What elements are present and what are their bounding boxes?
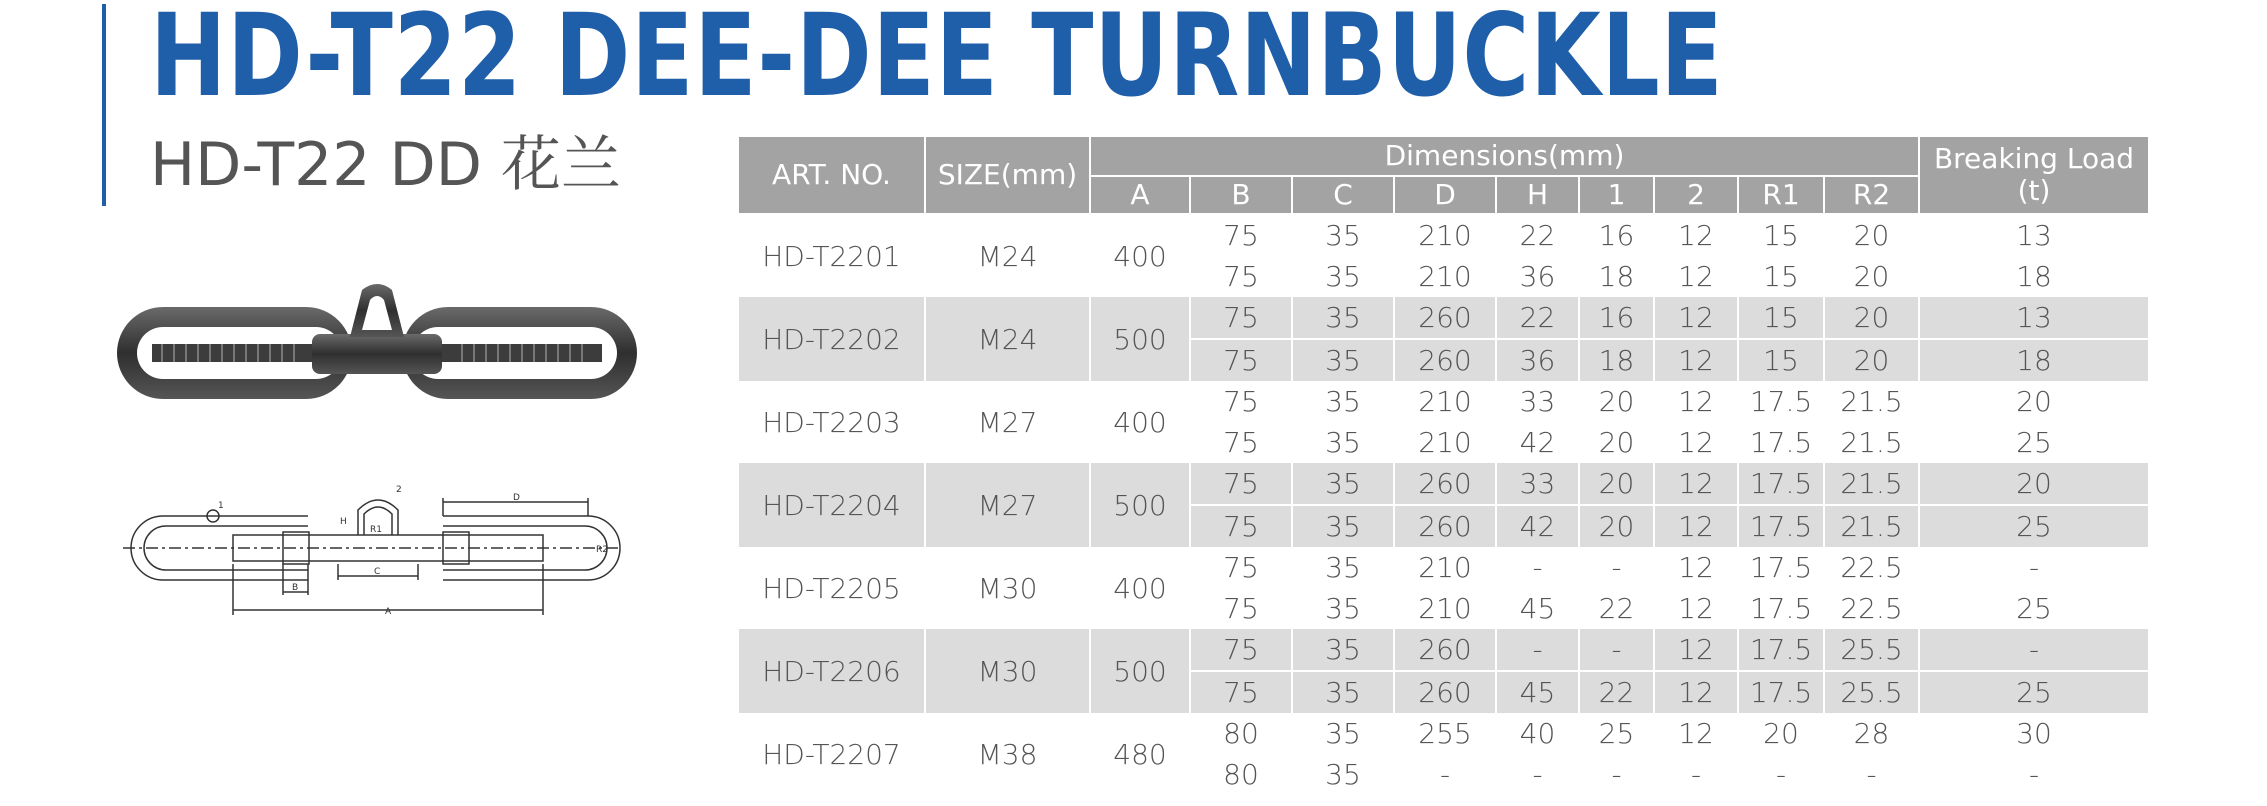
cell-dim-one: 22 — [1579, 671, 1654, 713]
cell-art-no: HD-T2203 — [738, 381, 925, 463]
cell-dim-r2: - — [1824, 754, 1919, 795]
cell-size: M30 — [925, 629, 1090, 713]
cell-dim-r2: 22.5 — [1824, 588, 1919, 629]
cell-breaking-load: 25 — [1919, 671, 2149, 713]
cell-dim-one: 18 — [1579, 256, 1654, 297]
cell-dim-h: - — [1496, 629, 1579, 671]
cell-dim-d: 260 — [1394, 671, 1496, 713]
cell-dim-b: 75 — [1190, 463, 1292, 505]
cell-dim-d: 260 — [1394, 463, 1496, 505]
cell-dim-d: 260 — [1394, 297, 1496, 339]
cell-dim-r2: 25.5 — [1824, 629, 1919, 671]
cell-dim-one: 22 — [1579, 588, 1654, 629]
technical-drawing — [118, 480, 638, 620]
cell-breaking-load: 25 — [1919, 422, 2149, 463]
cell-size: M27 — [925, 381, 1090, 463]
drawing-label-c: C — [374, 567, 381, 577]
cell-dim-two: 12 — [1654, 671, 1738, 713]
cell-dim-d: 260 — [1394, 339, 1496, 381]
header-dim-a: A — [1090, 176, 1190, 214]
cell-dim-c: 35 — [1292, 671, 1394, 713]
cell-dim-d: - — [1394, 754, 1496, 795]
header-dim-2: 2 — [1654, 176, 1738, 214]
cell-dim-d: 210 — [1394, 588, 1496, 629]
table-row — [738, 381, 2149, 422]
table-row — [738, 629, 2149, 671]
cell-dim-b: 75 — [1190, 214, 1292, 256]
drawing-label-a: A — [385, 607, 392, 617]
cell-dim-a: 400 — [1090, 547, 1190, 629]
header-dimensions: Dimensions(mm) — [1090, 136, 1919, 176]
drawing-label-1: 1 — [218, 501, 224, 511]
cell-dim-b: 75 — [1190, 505, 1292, 547]
spec-table-header — [738, 136, 2149, 214]
cell-dim-d: 210 — [1394, 214, 1496, 256]
header-dim-1: 1 — [1579, 176, 1654, 214]
cell-dim-r1: 17.5 — [1738, 671, 1824, 713]
cell-dim-c: 35 — [1292, 505, 1394, 547]
cell-dim-c: 35 — [1292, 339, 1394, 381]
cell-dim-r2: 20 — [1824, 214, 1919, 256]
cell-dim-h: 45 — [1496, 588, 1579, 629]
cell-dim-h: 42 — [1496, 422, 1579, 463]
cell-dim-d: 210 — [1394, 547, 1496, 588]
cell-dim-b: 75 — [1190, 381, 1292, 422]
cell-dim-h: 33 — [1496, 381, 1579, 422]
cell-dim-c: 35 — [1292, 214, 1394, 256]
cell-dim-c: 35 — [1292, 381, 1394, 422]
cell-dim-two: 12 — [1654, 422, 1738, 463]
cell-dim-r2: 25.5 — [1824, 671, 1919, 713]
page-title: HD-T22 DEE-DEE TURNBUCKLE — [150, 0, 1724, 122]
cell-dim-c: 35 — [1292, 297, 1394, 339]
cell-dim-two: 12 — [1654, 629, 1738, 671]
page-subtitle: HD-T22 DD 花兰 — [150, 130, 622, 200]
cell-size: M24 — [925, 297, 1090, 381]
cell-dim-one: 18 — [1579, 339, 1654, 381]
cell-dim-r1: 17.5 — [1738, 547, 1824, 588]
cell-dim-b: 80 — [1190, 713, 1292, 754]
cell-dim-one: - — [1579, 754, 1654, 795]
table-row — [738, 547, 2149, 588]
cell-dim-r1: 15 — [1738, 339, 1824, 381]
cell-dim-c: 35 — [1292, 256, 1394, 297]
cell-dim-c: 35 — [1292, 422, 1394, 463]
header-dim-b: B — [1190, 176, 1292, 214]
cell-dim-b: 75 — [1190, 588, 1292, 629]
cell-dim-a: 400 — [1090, 214, 1190, 297]
cell-dim-r2: 22.5 — [1824, 547, 1919, 588]
cell-dim-b: 75 — [1190, 339, 1292, 381]
cell-dim-r2: 21.5 — [1824, 463, 1919, 505]
cell-dim-c: 35 — [1292, 629, 1394, 671]
cell-dim-a: 400 — [1090, 381, 1190, 463]
cell-breaking-load: 13 — [1919, 297, 2149, 339]
cell-breaking-load: - — [1919, 547, 2149, 588]
cell-dim-one: - — [1579, 629, 1654, 671]
header-dim-d: D — [1394, 176, 1496, 214]
header-dim-h: H — [1496, 176, 1579, 214]
table-row — [738, 463, 2149, 505]
cell-dim-h: 40 — [1496, 713, 1579, 754]
cell-breaking-load: 18 — [1919, 256, 2149, 297]
cell-dim-one: 20 — [1579, 381, 1654, 422]
cell-dim-one: 20 — [1579, 505, 1654, 547]
cell-size: M30 — [925, 547, 1090, 629]
cell-dim-two: 12 — [1654, 214, 1738, 256]
cell-dim-c: 35 — [1292, 754, 1394, 795]
table-row — [738, 297, 2149, 339]
spec-table-body — [738, 214, 2149, 795]
cell-breaking-load: 25 — [1919, 588, 2149, 629]
cell-dim-c: 35 — [1292, 588, 1394, 629]
cell-dim-b: 75 — [1190, 671, 1292, 713]
cell-dim-r2: 28 — [1824, 713, 1919, 754]
cell-dim-one: 16 — [1579, 214, 1654, 256]
spec-table — [737, 135, 2150, 795]
cell-dim-r2: 21.5 — [1824, 381, 1919, 422]
cell-dim-c: 35 — [1292, 463, 1394, 505]
drawing-label-r1: R1 — [370, 525, 382, 535]
cell-dim-one: 20 — [1579, 463, 1654, 505]
cell-dim-two: 12 — [1654, 505, 1738, 547]
header-breaking-load: Breaking Load (t) — [1919, 136, 2149, 214]
drawing-label-r2: R2 — [596, 545, 608, 555]
cell-dim-r1: 17.5 — [1738, 422, 1824, 463]
header-dim-c: C — [1292, 176, 1394, 214]
cell-dim-b: 75 — [1190, 256, 1292, 297]
cell-dim-two: 12 — [1654, 547, 1738, 588]
cell-dim-b: 75 — [1190, 422, 1292, 463]
cell-art-no: HD-T2202 — [738, 297, 925, 381]
cell-dim-a: 480 — [1090, 713, 1190, 795]
cell-dim-d: 210 — [1394, 381, 1496, 422]
cell-dim-d: 210 — [1394, 422, 1496, 463]
cell-dim-r1: 17.5 — [1738, 505, 1824, 547]
cell-dim-h: 36 — [1496, 339, 1579, 381]
header-size: SIZE(mm) — [925, 136, 1090, 214]
drawing-label-b: B — [292, 583, 299, 593]
cell-dim-d: 255 — [1394, 713, 1496, 754]
cell-dim-r2: 21.5 — [1824, 422, 1919, 463]
drawing-label-2: 2 — [396, 485, 402, 495]
cell-dim-b: 75 — [1190, 547, 1292, 588]
cell-dim-h: 45 — [1496, 671, 1579, 713]
cell-dim-h: 42 — [1496, 505, 1579, 547]
cell-dim-b: 80 — [1190, 754, 1292, 795]
drawing-label-d: D — [513, 493, 520, 503]
cell-size: M27 — [925, 463, 1090, 547]
cell-art-no: HD-T2201 — [738, 214, 925, 297]
cell-dim-r1: 17.5 — [1738, 463, 1824, 505]
cell-dim-r1: - — [1738, 754, 1824, 795]
table-row — [738, 214, 2149, 256]
header-dim-r1: R1 — [1738, 176, 1824, 214]
cell-dim-h: - — [1496, 754, 1579, 795]
cell-dim-one: 20 — [1579, 422, 1654, 463]
cell-dim-h: 36 — [1496, 256, 1579, 297]
cell-dim-a: 500 — [1090, 463, 1190, 547]
cell-dim-a: 500 — [1090, 297, 1190, 381]
header-art-no: ART. NO. — [738, 136, 925, 214]
cell-dim-two: 12 — [1654, 381, 1738, 422]
cell-dim-r2: 21.5 — [1824, 505, 1919, 547]
cell-dim-r1: 15 — [1738, 214, 1824, 256]
cell-art-no: HD-T2204 — [738, 463, 925, 547]
cell-dim-r1: 17.5 — [1738, 629, 1824, 671]
cell-dim-one: 16 — [1579, 297, 1654, 339]
cell-dim-one: 25 — [1579, 713, 1654, 754]
cell-dim-d: 260 — [1394, 629, 1496, 671]
cell-dim-b: 75 — [1190, 629, 1292, 671]
cell-dim-r1: 20 — [1738, 713, 1824, 754]
cell-dim-r1: 17.5 — [1738, 381, 1824, 422]
cell-dim-two: 12 — [1654, 339, 1738, 381]
turnbuckle-photo — [112, 282, 642, 412]
cell-dim-r1: 15 — [1738, 256, 1824, 297]
cell-dim-d: 260 — [1394, 505, 1496, 547]
cell-dim-one: - — [1579, 547, 1654, 588]
cell-dim-h: - — [1496, 547, 1579, 588]
drawing-label-h: H — [340, 517, 347, 527]
cell-art-no: HD-T2207 — [738, 713, 925, 795]
cell-dim-r2: 20 — [1824, 256, 1919, 297]
cell-dim-b: 75 — [1190, 297, 1292, 339]
cell-dim-c: 35 — [1292, 547, 1394, 588]
cell-dim-r2: 20 — [1824, 339, 1919, 381]
cell-dim-c: 35 — [1292, 713, 1394, 754]
accent-bar — [102, 4, 106, 206]
cell-breaking-load: - — [1919, 629, 2149, 671]
cell-art-no: HD-T2205 — [738, 547, 925, 629]
cell-dim-h: 22 — [1496, 214, 1579, 256]
cell-dim-h: 33 — [1496, 463, 1579, 505]
cell-dim-h: 22 — [1496, 297, 1579, 339]
cell-dim-r1: 17.5 — [1738, 588, 1824, 629]
cell-dim-two: 12 — [1654, 713, 1738, 754]
cell-breaking-load: 20 — [1919, 463, 2149, 505]
cell-dim-r2: 20 — [1824, 297, 1919, 339]
cell-dim-d: 210 — [1394, 256, 1496, 297]
cell-dim-two: 12 — [1654, 297, 1738, 339]
cell-breaking-load: 25 — [1919, 505, 2149, 547]
cell-dim-a: 500 — [1090, 629, 1190, 713]
cell-dim-two: - — [1654, 754, 1738, 795]
cell-breaking-load: - — [1919, 754, 2149, 795]
cell-size: M38 — [925, 713, 1090, 795]
cell-dim-r1: 15 — [1738, 297, 1824, 339]
table-row — [738, 713, 2149, 754]
header-dim-r2: R2 — [1824, 176, 1919, 214]
cell-dim-two: 12 — [1654, 588, 1738, 629]
cell-breaking-load: 30 — [1919, 713, 2149, 754]
cell-breaking-load: 20 — [1919, 381, 2149, 422]
cell-dim-two: 12 — [1654, 256, 1738, 297]
cell-dim-two: 12 — [1654, 463, 1738, 505]
cell-breaking-load: 13 — [1919, 214, 2149, 256]
cell-art-no: HD-T2206 — [738, 629, 925, 713]
cell-breaking-load: 18 — [1919, 339, 2149, 381]
cell-size: M24 — [925, 214, 1090, 297]
